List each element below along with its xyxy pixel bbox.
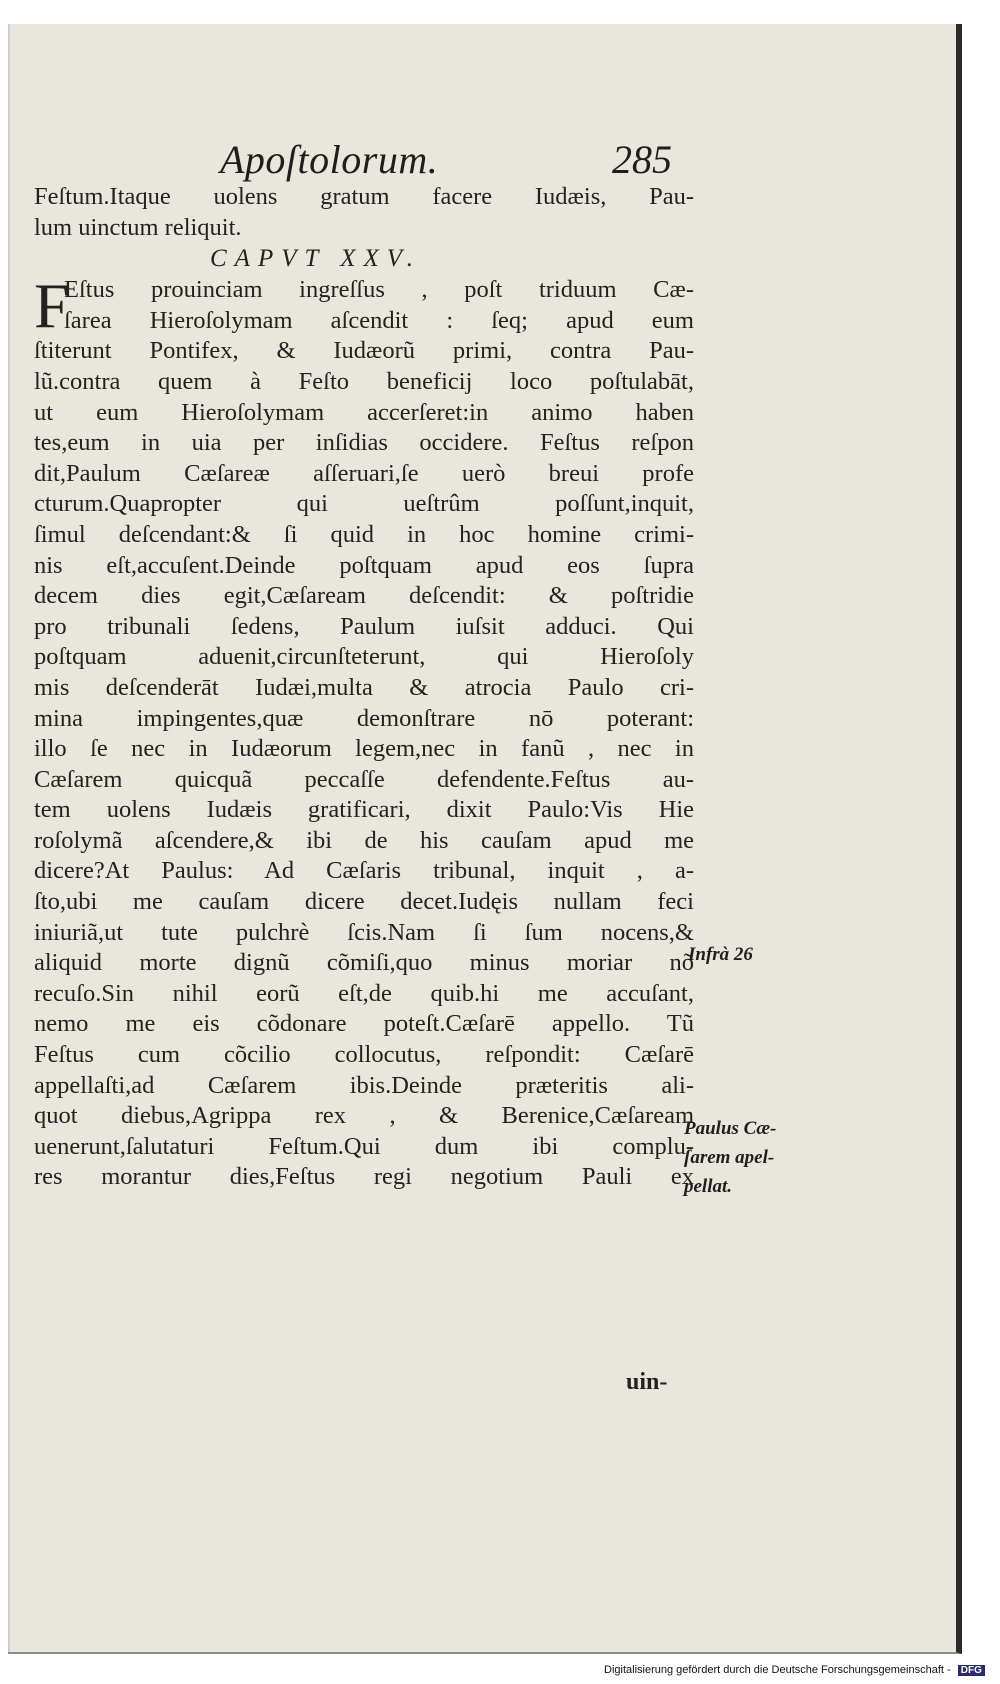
text-line: decem dies egit,Cæſaream deſcendit: & poſtridie <box>34 582 694 610</box>
digitization-credit <box>604 1664 985 1676</box>
text-line: nis eſt,accuſent.Deinde poſtquam apud eos ſupra <box>34 551 694 579</box>
text-line: lũ.contra quem à Feſto beneficij loco poſtulabāt, <box>34 367 694 395</box>
text-line: Feſtus cum cõcilio collocutus, reſpondit: Cæſarē <box>34 1041 694 1069</box>
text-line: ut eum Hieroſolymam accerſeret:in animo haben <box>34 398 694 426</box>
text-line: lum uinctum reliquit. <box>34 213 242 241</box>
text-line: poſtquam aduenit,circunſteterunt, qui Hieroſoly <box>34 643 694 671</box>
margin-note-line: Paulus Cæ- <box>684 1118 777 1139</box>
text-line: dicere?At Paulus: Ad Cæſaris tribunal, inquit , a- <box>34 857 694 885</box>
text-line: dit,Paulum Cæſareæ aſſeruari,ſe uerò breui profe <box>34 459 694 487</box>
main-text <box>34 182 694 1193</box>
text-line: roſolymã aſcendere,& ibi de his cauſam apud me <box>34 826 694 854</box>
catchword: uin- <box>626 1369 668 1395</box>
dfg-logo: DFG <box>958 1665 985 1676</box>
text-line: iniuriã,ut tute pulchrè ſcis.Nam ſi ſum nocens,& <box>34 918 694 946</box>
text-line: ſarea Hieroſolymam aſcendit : ſeq; apud eum <box>64 306 694 334</box>
margin-note-line: Infrà 26 <box>688 944 753 965</box>
margin-note-infra <box>688 940 753 969</box>
text-line: mis deſcenderāt Iudæi,multa & atrocia Paulo cri- <box>34 673 694 701</box>
text-line: res morantur dies,Feſtus regi negotium Pauli ex <box>34 1163 694 1191</box>
margin-note-line: ſarem apel- <box>684 1147 775 1168</box>
page-number: 285 <box>612 137 672 182</box>
dropcap: F <box>34 270 70 342</box>
text-line: quot diebus,Agrippa rex , & Berenice,Cæſaream <box>34 1102 694 1130</box>
text-line: cturum.Quapropter qui ueſtrûm poſſunt,inquit, <box>34 490 694 518</box>
text-line: ſtiterunt Pontifex, & Iudæorũ primi, contra Pau- <box>34 337 694 365</box>
text-line: tem uolens Iudæis gratificari, dixit Paulo:Vis Hie <box>34 796 694 824</box>
running-title: Apoſtolorum. <box>220 137 439 182</box>
text-line: Eſtus prouinciam ingreſſus , poſt triduum Cæ- <box>64 276 694 304</box>
chapter-heading: CAPVT XXV. <box>210 245 422 273</box>
text-line: pro tribunali ſedens, Paulum iuſsit adduci. Qui <box>34 612 694 640</box>
text-line: tes,eum in uia per inſidias occidere. Feſtus reſpon <box>34 429 694 457</box>
margin-note-paulus <box>684 1114 776 1201</box>
text-line: Feſtum.Itaque uolens gratum facere Iudæis, Pau- <box>34 183 694 210</box>
text-line: recuſo.Sin nihil eorũ eſt,de quib.hi me accuſant, <box>34 979 694 1007</box>
text-line: uenerunt,ſalutaturi Feſtum.Qui dum ibi complu- <box>34 1132 694 1160</box>
text-line: mina impingentes,quæ demonſtrare nō poterant: <box>34 704 694 732</box>
text-line: Cæſarem quicquã peccaſſe defendente.Feſtus au- <box>34 765 694 793</box>
book-page <box>8 24 962 1654</box>
credit-text: Digitalisierung gefördert durch die Deutsche Forschungsgemeinschaft - <box>604 1664 951 1676</box>
text-line: ſimul deſcendant:& ſi quid in hoc homine crimi- <box>34 520 694 548</box>
text-line: nemo me eis cõdonare poteſt.Cæſarē appello. Tũ <box>34 1010 694 1038</box>
text-line: aliquid morte dignũ cõmiſi,quo minus moriar nõ <box>34 949 694 977</box>
text-line: ſto,ubi me cauſam dicere decet.Iudęis nullam feci <box>34 888 694 916</box>
margin-note-line: pellat. <box>684 1176 733 1197</box>
chapter-opening <box>34 270 694 342</box>
text-line: appellaſti,ad Cæſarem ibis.Deinde præteritis ali- <box>34 1071 694 1099</box>
text-line: illo ſe nec in Iudæorum legem,nec in fanũ , nec in <box>34 735 694 763</box>
